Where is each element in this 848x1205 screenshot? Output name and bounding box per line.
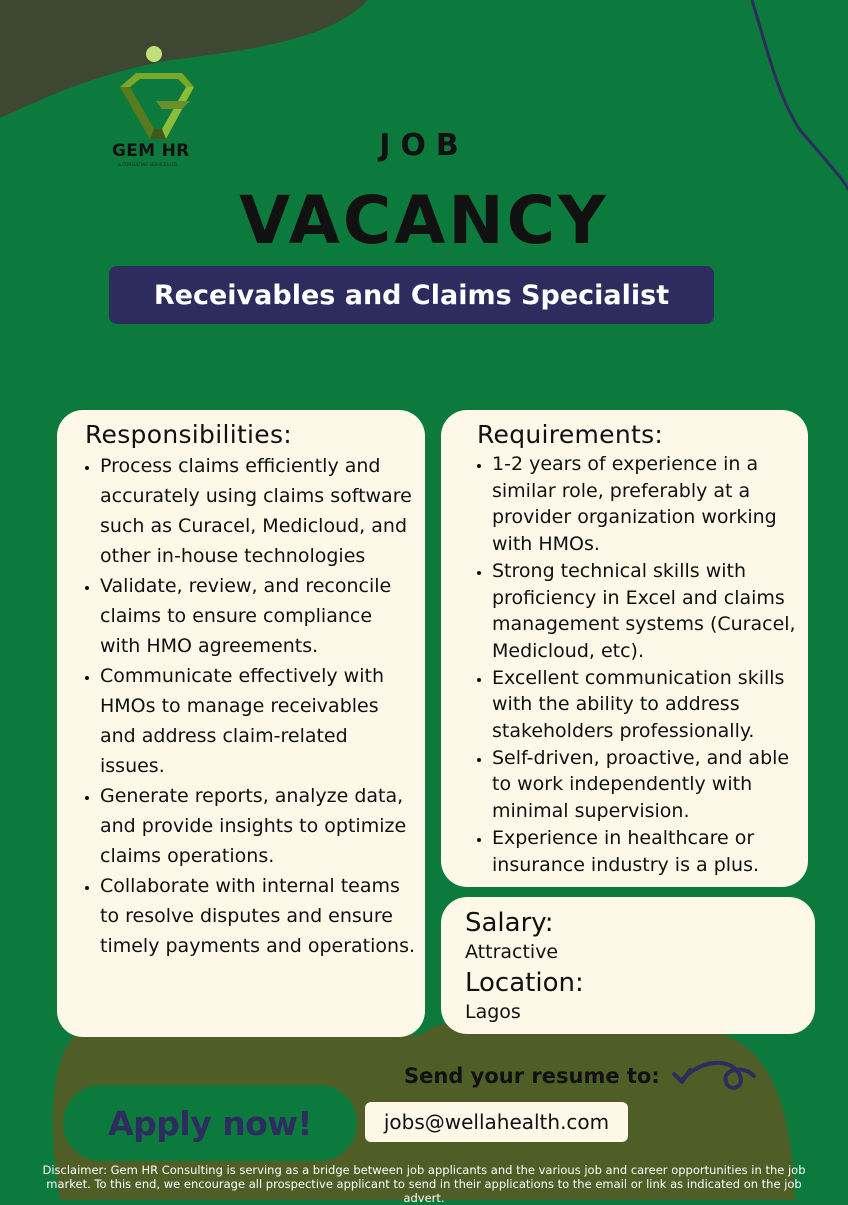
responsibilities-title: Responsibilities: — [85, 420, 293, 449]
apply-now-button[interactable]: Apply now! — [63, 1085, 357, 1161]
location-label: Location: — [465, 968, 584, 998]
salary-location-card — [441, 897, 815, 1034]
list-item: • Process claims efficiently and accurately using claims software such as Curacel, Medicloud, and other in-house technologies — [100, 451, 415, 571]
curved-arrow-icon — [668, 1054, 768, 1114]
list-item: • Validate, review, and reconcile claims to ensure compliance with HMO agreements. — [100, 571, 415, 661]
responsibilities-list — [85, 451, 415, 961]
position-title-banner: Receivables and Claims Specialist — [109, 266, 714, 324]
list-item: • Experience in healthcare or insurance industry is a plus. — [492, 825, 798, 878]
logo-text: GEM HR — [112, 141, 190, 161]
requirements-card — [441, 410, 808, 887]
job-heading: JOB — [379, 128, 469, 163]
requirements-list — [477, 451, 798, 878]
list-item: • 1-2 years of experience in a similar role, preferably at a provider organization working with HMOs. — [492, 451, 798, 558]
list-item: • Strong technical skills with proficiency in Excel and claims management systems (Curacel, Medicloud, etc). — [492, 558, 798, 665]
email-link[interactable]: jobs@wellahealth.com — [365, 1102, 628, 1142]
list-item: • Communicate effectively with HMOs to manage receivables and address claim-related issues. — [100, 661, 415, 781]
send-resume-label: Send your resume to: — [404, 1064, 660, 1088]
list-item: • Generate reports, analyze data, and provide insights to optimize claims operations. — [100, 781, 415, 871]
responsibilities-card — [57, 410, 425, 1037]
disclaimer-text: Disclaimer: Gem HR Consulting is serving as a bridge between job applicants and the various job and career opportunities in the job market. To this end, we encourage all prospective applicant to send in their applications to the email or link as indicated on the job advert. — [42, 1163, 806, 1205]
location-value: Lagos — [465, 1001, 521, 1023]
list-item: • Collaborate with internal teams to resolve disputes and ensure timely payments and operations. — [100, 871, 415, 961]
list-item: • Self-driven, proactive, and able to work independently with minimal supervision. — [492, 745, 798, 825]
logo-subtext: & CONSULTING SERVICES LTD. — [118, 162, 179, 167]
salary-label: Salary: — [465, 908, 554, 938]
list-item: • Excellent communication skills with the ability to address stakeholders professionally. — [492, 665, 798, 745]
salary-value: Attractive — [465, 941, 559, 963]
requirements-title: Requirements: — [477, 420, 664, 449]
vacancy-heading: VACANCY — [239, 182, 609, 259]
